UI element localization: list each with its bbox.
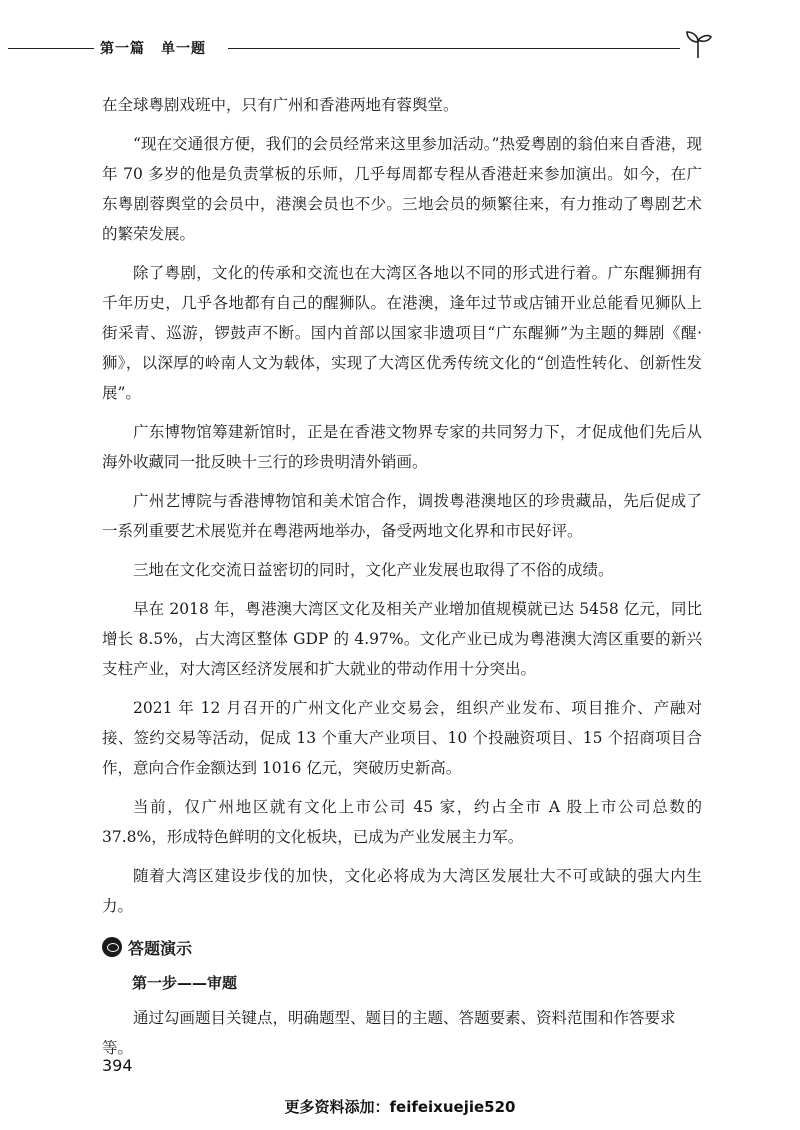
page-number: 394 <box>102 1056 133 1075</box>
step-title: 第一步——审题 <box>132 974 238 992</box>
header-title: 单一题 <box>161 41 206 57</box>
paragraph: 三地在文化交流日益密切的同时，文化产业发展也取得了不俗的成绩。 <box>133 561 614 579</box>
header-part: 第一篇 <box>100 41 145 57</box>
paragraph: 除了粤剧，文化的传承和交流也在大湾区各地以不同的形式进行着。广东醒狮拥有千年历史，几乎各地都有自己的醒狮队。在港澳，逢年过节或店铺开业总能看见狮队上街采青、巡游，锣鼓声不断。国内首部以国家非遗项目“广东醒狮”为主题的舞剧《醒·狮》，以深厚的岭南人文为载体，实现了大湾区优秀传统文化的“创造性转化、创新性发展”。 <box>102 264 702 402</box>
paragraph: “现在交通很方便，我们的会员经常来这里参加活动。”热爱粤剧的翁伯来自香港，现年 70 多岁的他是负责掌板的乐师，几乎每周都专程从香港赶来参加演出。如今，在广东粤剧蓉舆堂的会员中，港澳会员也不少。三地会员的频繁往来，有力推动了粤剧艺术的繁荣发展。 <box>102 135 702 243</box>
article-body <box>102 90 702 930</box>
answer-demo-section <box>102 934 702 1063</box>
answer-demo-title: 答题演示 <box>128 938 193 958</box>
paragraph: 在全球粤剧戏班中，只有广州和香港两地有蓉舆堂。 <box>102 96 459 114</box>
header-rule-right <box>228 48 680 49</box>
paragraph: 随着大湾区建设步伐的加快，文化必将成为大湾区发展壮大不可或缺的强大内生力。 <box>102 867 702 915</box>
answer-demo-heading <box>102 934 702 960</box>
header-rule-left <box>8 48 94 49</box>
step-description: 通过勾画题目关键点，明确题型、题目的主题、答题要素、资料范围和作答要求等。 <box>102 1009 676 1057</box>
paragraph: 广东博物馆筹建新馆时，正是在香港文物界专家的共同努力下，才促成他们先后从海外收藏同一批反映十三行的珍贵明清外销画。 <box>102 423 702 471</box>
paragraph: 广州艺博院与香港博物馆和美术馆合作，调拨粤港澳地区的珍贵藏品，先后促成了一系列重要艺术展览并在粤港两地举办，备受两地文化界和市民好评。 <box>102 492 702 540</box>
paragraph: 2021 年 12 月召开的广州文化产业交易会，组织产业发布、项目推介、产融对接、签约交易等活动，促成 13 个重大产业项目、10 个投融资项目、15 个招商项目合作，意向合作金额达到 1016 亿元，突破历史新高。 <box>102 699 702 777</box>
page-header <box>0 36 800 60</box>
header-section-title <box>100 38 206 58</box>
footer-note: 更多资料添加：feifeixuejie520 <box>284 1098 516 1116</box>
paragraph: 当前，仅广州地区就有文化上市公司 45 家，约占全市 A 股上市公司总数的 37.8%，形成特色鲜明的文化板块，已成为产业发展主力军。 <box>102 798 702 846</box>
answer-demo-icon <box>102 937 122 957</box>
paragraph: 早在 2018 年，粤港澳大湾区文化及相关产业增加值规模就已达 5458 亿元，同比增长 8.5%，占大湾区整体 GDP 的 4.97%。文化产业已成为粤港澳大湾区重要的新兴支柱产业，对大湾区经济发展和扩大就业的带动作用十分突出。 <box>102 600 702 678</box>
sprout-icon <box>680 26 716 62</box>
